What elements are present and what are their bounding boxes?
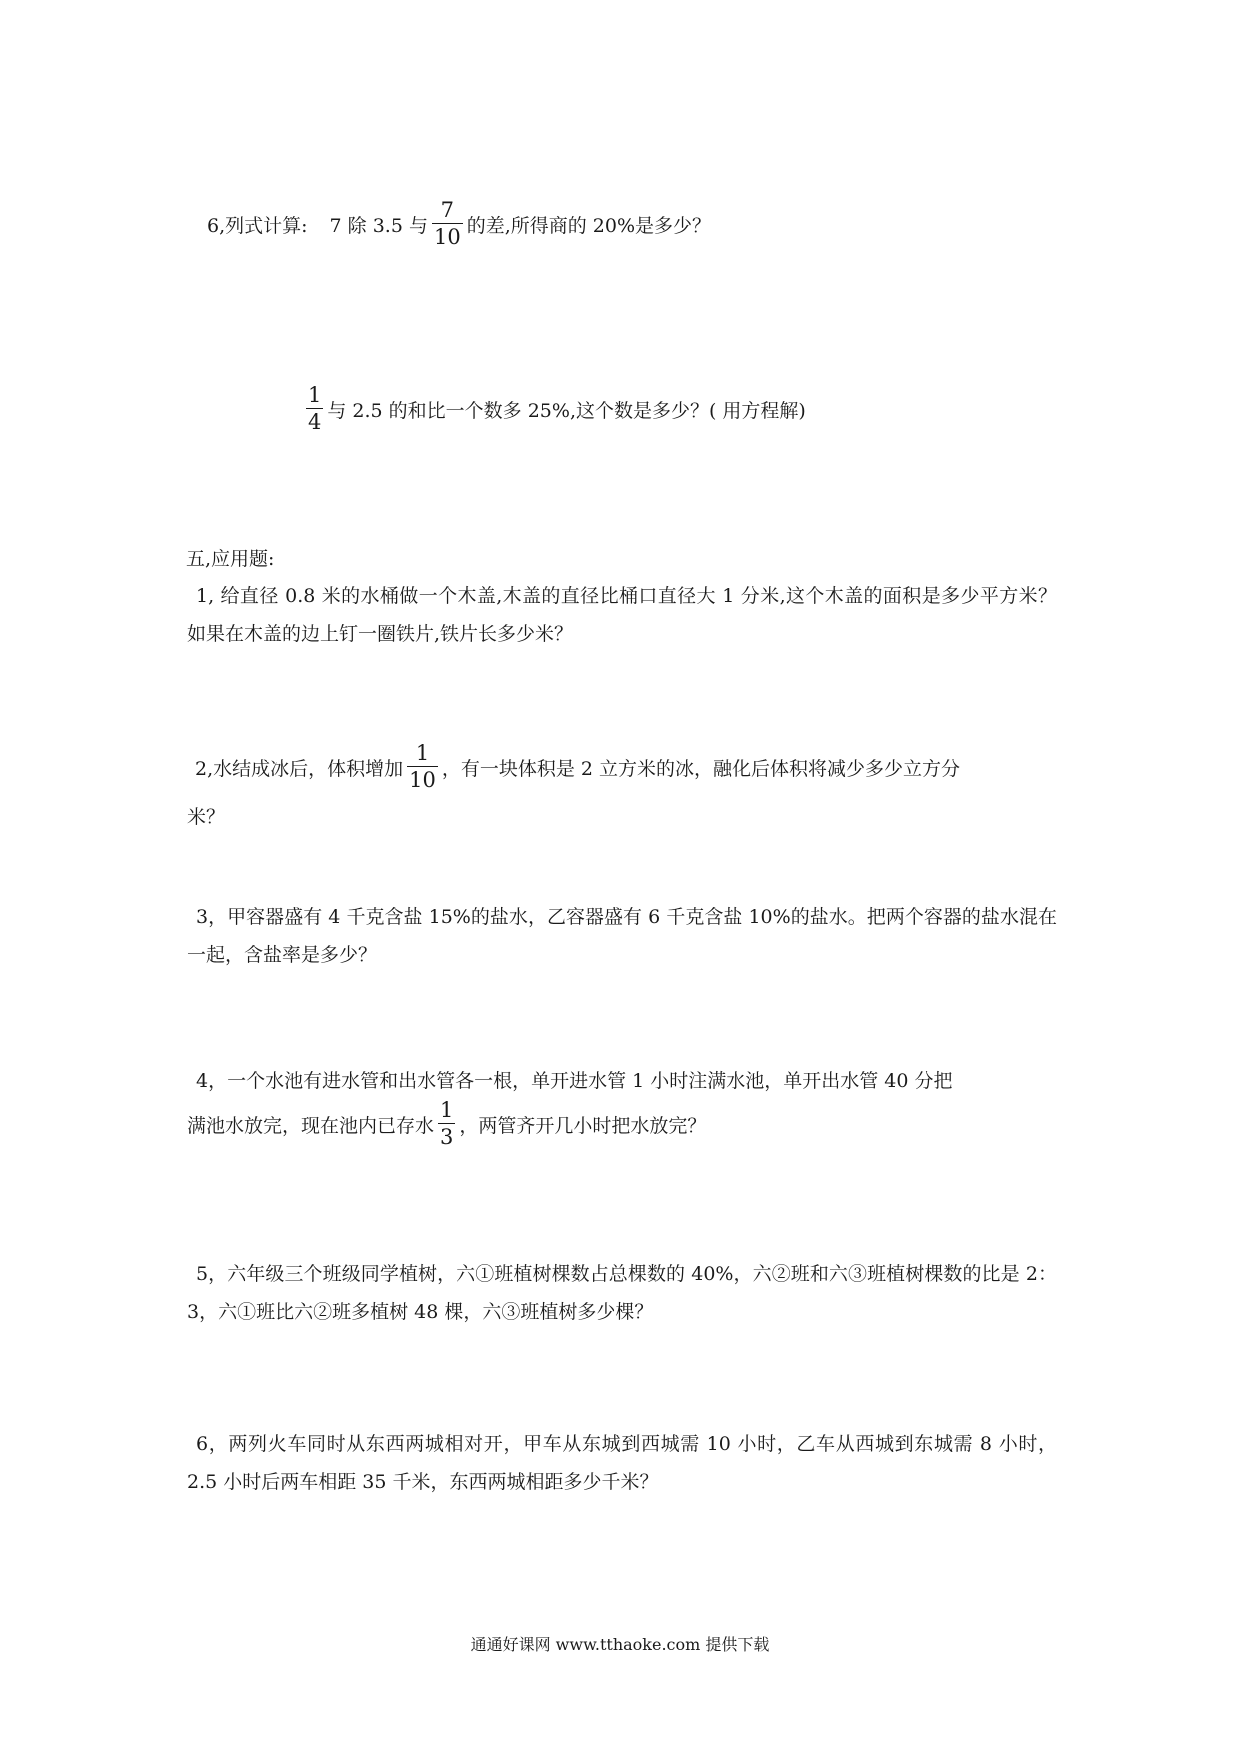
problem-3: 3，甲容器盛有 4 千克含盐 15%的盐水，乙容器盛有 6 千克含盐 10%的盐水。把两个容器的盐水混在一起，含盐率是多少？ [187, 906, 1057, 966]
problem-1: 1, 给直径 0.8 米的水桶做一个木盖,木盖的直径比桶口直径大 1 分米,这个木盖的面积是多少平方米？如果在木盖的边上钉一圈铁片,铁片长多少米？ [187, 585, 1057, 645]
problem-2-text-post: ，有一块体积是 2 立方米的冰，融化后体积将减少多少立方分 [441, 757, 961, 780]
problem-4-text-pre: 满池水放完，现在池内已存水 [187, 1114, 435, 1137]
fraction-denominator: 10 [433, 225, 461, 249]
problem-4-line-2 [187, 1100, 706, 1148]
fraction-numerator: 1 [440, 1098, 454, 1122]
problem-4-text-post: ，两管齐开几小时把水放完？ [459, 1114, 707, 1137]
fraction-numerator: 7 [440, 198, 455, 222]
fraction-7-10 [432, 200, 463, 248]
fraction-numerator: 1 [308, 383, 322, 407]
section-heading: 五,应用题: [186, 548, 275, 570]
problem-4-line-1: 4，一个水池有进水管和出水管各一根，单开进水管 1 小时注满水池，单开出水管 40 分把 [196, 1070, 953, 1092]
calc-question-6-text-pre: 7 除 3.5 与 [329, 214, 428, 237]
problem-2-line-1 [195, 743, 960, 791]
calc-question-6 [207, 200, 711, 248]
problem-5: 5，六年级三个班级同学植树，六①班植树棵数占总棵数的 40%，六②班和六③班植树棵数的比是 2：3，六①班比六②班多植树 48 棵，六③班植树多少棵？ [187, 1263, 1057, 1323]
fraction-denominator: 4 [308, 410, 322, 434]
problem-2-line-2: 米？ [187, 806, 226, 828]
fraction-numerator: 1 [415, 741, 430, 765]
fraction-denominator: 3 [440, 1125, 454, 1149]
fraction-1-3 [438, 1100, 455, 1148]
calc-question-equation-text: 与 2.5 的和比一个数多 25%,这个数是多少？( 用方程解) [327, 399, 806, 422]
problem-2-text-pre: 2,水结成冰后，体积增加 [195, 757, 404, 780]
fraction-denominator: 10 [409, 768, 436, 792]
page-footer: 通通好课网 www.tthaoke.com 提供下载 [470, 1635, 770, 1654]
fraction-1-10 [407, 743, 438, 791]
calc-question-equation [306, 385, 806, 433]
calc-question-6-text-post: 的差,所得商的 20%是多少？ [466, 214, 712, 237]
fraction-1-4 [306, 385, 323, 433]
calc-question-6-number: 6,列式计算: [207, 214, 308, 237]
problem-6: 6，两列火车同时从东西两城相对开，甲车从东城到西城需 10 小时，乙车从西城到东城需 8 小时，2.5 小时后两车相距 35 千米，东西两城相距多少千米？ [187, 1433, 1057, 1493]
